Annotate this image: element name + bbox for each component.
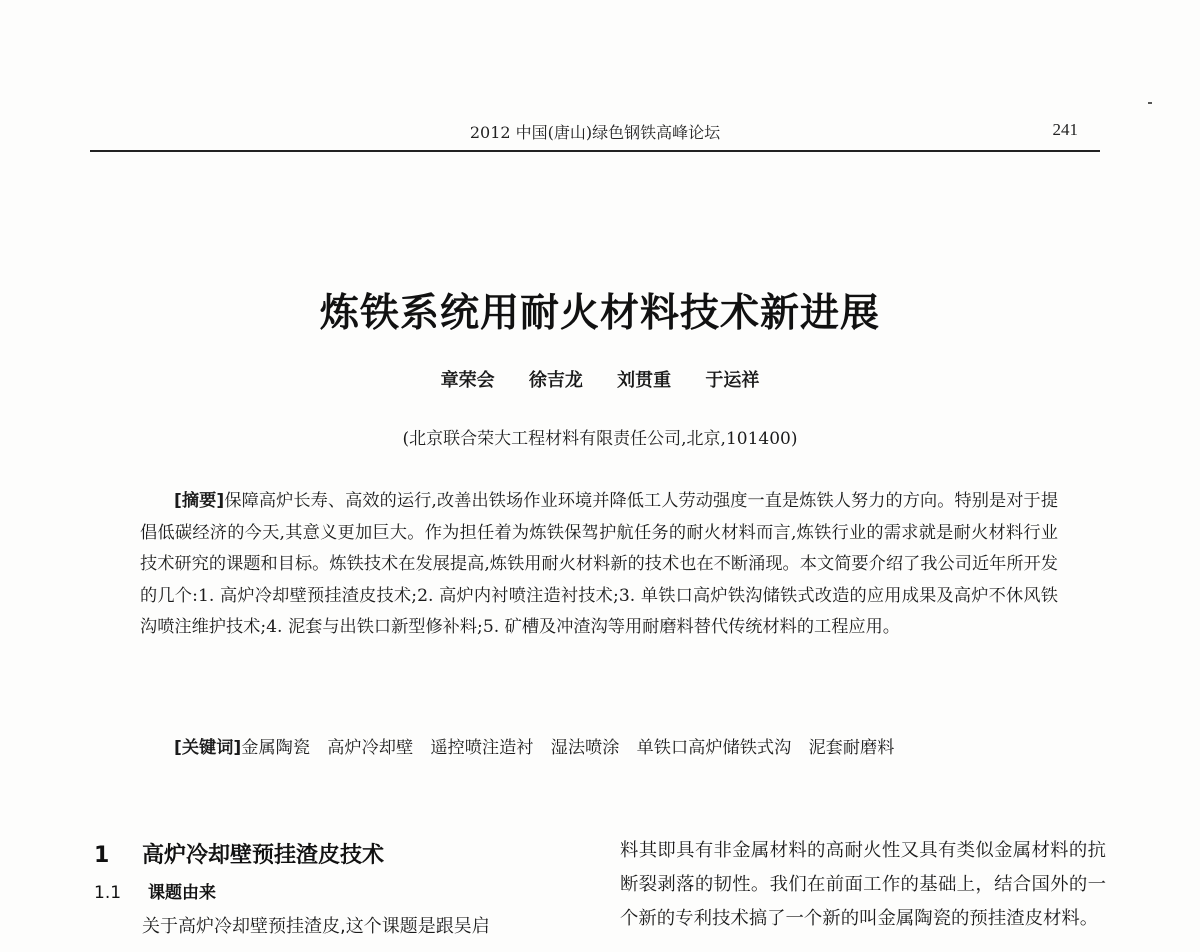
keywords-text: 金属陶瓷 高炉冷却壁 遥控喷注造衬 湿法喷涂 单铁口高炉储铁式沟 泥套耐磨料 [241, 738, 895, 758]
abstract [140, 486, 1058, 644]
keywords [140, 732, 1058, 764]
author-list [0, 366, 1200, 392]
author-3: 刘贯重 [617, 370, 672, 391]
abstract-label: [摘要] [174, 491, 225, 511]
section-heading-1 [94, 838, 594, 874]
author-4: 于运祥 [705, 370, 760, 391]
body-paragraph-right: 料其即具有非金属材料的高耐火性又具有类似金属材料的抗断裂剥落的韧性。我们在前面工作的基础上，结合国外的一个新的专利技术搞了一个新的叫金属陶瓷的预挂渣皮材料。 [620, 840, 1106, 929]
paper-title: 炼铁系统用耐火材料技术新进展 [319, 291, 880, 336]
keywords-label: [关键词] [174, 738, 242, 758]
abstract-text: 保障高炉长寿、高效的运行,改善出铁场作业环境并降低工人劳动强度一直是炼铁人努力的方向。特别是对于提倡低碳经济的今天,其意义更加巨大。作为担任着为炼铁保驾护航任务的耐火材料而言,炼铁行业的需求就是耐火材料行业技术研究的课题和目标。炼铁技术在发展提高,炼铁用耐火材料新的技术也在不断涌现。本文简要介绍了我公司近年所开发的几个:1. 高炉冷却壁预挂渣皮技术;2. 高炉内衬喷注造衬技术;3. 单铁口高炉铁沟储铁式改造的应用成果及高炉不休风铁沟喷注维护技术;4. 泥套与出铁口新型修补料;5. 矿槽及冲渣沟等用耐磨料替代传统材料的工程应用。 [140, 491, 1059, 637]
affiliation: (北京联合荣大工程材料有限责任公司,北京,101400) [402, 429, 798, 449]
page-number: 241 [1052, 120, 1078, 139]
subsection-heading-1-1 [94, 878, 594, 906]
author-1: 章荣会 [440, 370, 495, 391]
right-column [620, 834, 1106, 936]
running-header [90, 116, 1100, 152]
scan-speck [1148, 102, 1152, 104]
body-paragraph-left: 关于高炉冷却壁预挂渣皮,这个课题是跟吴启 [142, 916, 490, 937]
subsection-title: 课题由来 [148, 883, 216, 903]
subsection-number: 1.1 [94, 883, 122, 903]
section-title: 高炉冷却壁预挂渣皮技术 [142, 843, 385, 868]
running-title: 2012 中国(唐山)绿色钢铁高峰论坛 [469, 123, 721, 142]
author-2: 徐吉龙 [528, 370, 583, 391]
section-number: 1 [94, 843, 110, 868]
left-column [94, 838, 594, 943]
